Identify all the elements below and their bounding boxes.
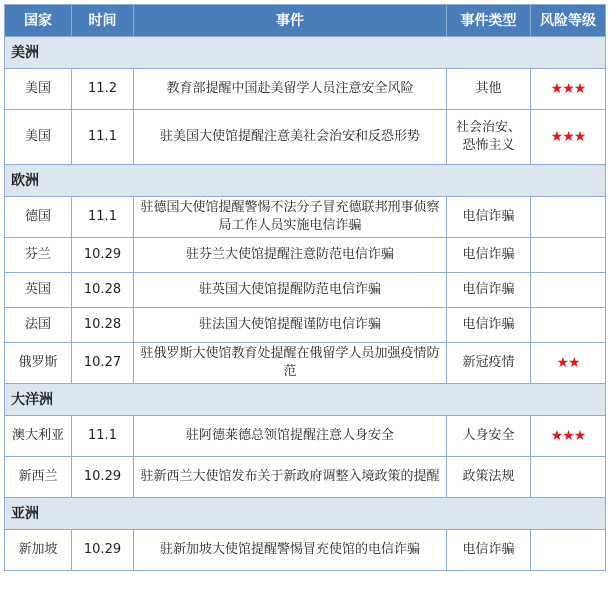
cell-event: 驻新西兰大使馆发布关于新政府调整入境政策的提醒 — [134, 457, 447, 498]
region-row — [5, 37, 606, 69]
cell-event: 驻德国大使馆提醒警惕不法分子冒充德联邦刑事侦察局工作人员实施电信诈骗 — [134, 197, 447, 238]
header-event: 事件 — [134, 5, 447, 37]
cell-event-type: 政策法规 — [447, 457, 531, 498]
cell-event-type: 社会治安、恐怖主义 — [447, 110, 531, 165]
cell-event: 驻芬兰大使馆提醒注意防范电信诈骗 — [134, 238, 447, 273]
cell-risk-stars: ★★★ — [531, 416, 606, 457]
cell-event: 教育部提醒中国赴美留学人员注意安全风险 — [134, 69, 447, 110]
cell-risk-stars — [531, 530, 606, 571]
cell-event: 驻阿德莱德总领馆提醒注意人身安全 — [134, 416, 447, 457]
cell-date: 11.1 — [72, 197, 134, 238]
cell-event-type: 电信诈骗 — [447, 238, 531, 273]
cell-event: 驻美国大使馆提醒注意美社会治安和反恐形势 — [134, 110, 447, 165]
header-risk-level: 风险等级 — [531, 5, 606, 37]
cell-date: 11.2 — [72, 69, 134, 110]
cell-country: 美国 — [5, 110, 72, 165]
cell-country: 俄罗斯 — [5, 343, 72, 384]
table-row — [5, 457, 606, 498]
cell-event-type: 电信诈骗 — [447, 308, 531, 343]
cell-country: 法国 — [5, 308, 72, 343]
cell-risk-stars: ★★★ — [531, 69, 606, 110]
header-date: 时间 — [72, 5, 134, 37]
cell-country: 芬兰 — [5, 238, 72, 273]
region-row — [5, 165, 606, 197]
region-name: 美洲 — [5, 37, 606, 69]
cell-event-type: 人身安全 — [447, 416, 531, 457]
cell-date: 10.29 — [72, 238, 134, 273]
cell-date: 10.29 — [72, 530, 134, 571]
cell-date: 10.28 — [72, 308, 134, 343]
cell-event-type: 电信诈骗 — [447, 273, 531, 308]
cell-country: 美国 — [5, 69, 72, 110]
table-row — [5, 308, 606, 343]
cell-country: 新加坡 — [5, 530, 72, 571]
cell-event-type: 电信诈骗 — [447, 530, 531, 571]
table-row — [5, 197, 606, 238]
consular-alert-table — [4, 4, 606, 571]
table-row — [5, 110, 606, 165]
cell-risk-stars: ★★★ — [531, 110, 606, 165]
cell-date: 10.28 — [72, 273, 134, 308]
cell-risk-stars: ★★ — [531, 343, 606, 384]
table-row — [5, 273, 606, 308]
header-event-type: 事件类型 — [447, 5, 531, 37]
table-row — [5, 416, 606, 457]
region-name: 大洋洲 — [5, 384, 606, 416]
table-row — [5, 69, 606, 110]
cell-risk-stars — [531, 238, 606, 273]
cell-event-type: 电信诈骗 — [447, 197, 531, 238]
cell-date: 11.1 — [72, 110, 134, 165]
region-name: 欧洲 — [5, 165, 606, 197]
header-country: 国家 — [5, 5, 72, 37]
region-row — [5, 384, 606, 416]
cell-event-type: 其他 — [447, 69, 531, 110]
table-row — [5, 530, 606, 571]
cell-risk-stars — [531, 308, 606, 343]
cell-country: 澳大利亚 — [5, 416, 72, 457]
cell-date: 10.29 — [72, 457, 134, 498]
cell-country: 新西兰 — [5, 457, 72, 498]
cell-date: 11.1 — [72, 416, 134, 457]
cell-date: 10.27 — [72, 343, 134, 384]
risk-table-container — [4, 4, 605, 571]
region-row — [5, 498, 606, 530]
header-row — [5, 5, 606, 37]
cell-country: 英国 — [5, 273, 72, 308]
cell-risk-stars — [531, 273, 606, 308]
cell-event: 驻新加坡大使馆提醒警惕冒充使馆的电信诈骗 — [134, 530, 447, 571]
cell-country: 德国 — [5, 197, 72, 238]
cell-risk-stars — [531, 197, 606, 238]
cell-event: 驻法国大使馆提醒谨防电信诈骗 — [134, 308, 447, 343]
region-name: 亚洲 — [5, 498, 606, 530]
cell-event-type: 新冠疫情 — [447, 343, 531, 384]
cell-event: 驻英国大使馆提醒防范电信诈骗 — [134, 273, 447, 308]
cell-risk-stars — [531, 457, 606, 498]
table-row — [5, 238, 606, 273]
cell-event: 驻俄罗斯大使馆教育处提醒在俄留学人员加强疫情防范 — [134, 343, 447, 384]
table-row — [5, 343, 606, 384]
